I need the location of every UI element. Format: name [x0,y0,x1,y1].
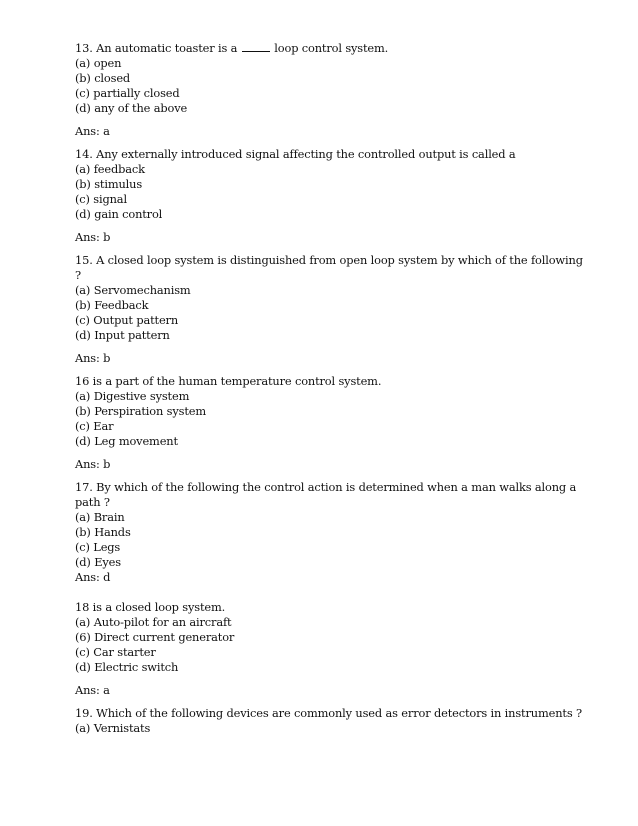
question-17-answer: Ans: d [75,570,111,584]
question-17-stem-line-1: 17. By which of the following the control action is determined when a man walks along a [75,480,577,494]
question-17-option-c: (c) Legs [75,540,121,554]
question-13-stem [75,41,595,56]
question-18-option-b: (6) Direct current generator [75,630,235,644]
question-14-option-d: (d) gain control [75,207,163,221]
question-13-option-c: (c) partially closed [75,86,180,100]
question-16-option-a: (a) Digestive system [75,389,190,403]
document-page [75,41,595,736]
question-13-option-a: (a) open [75,56,122,70]
question-18-option-a: (a) Auto-pilot for an aircraft [75,615,232,629]
question-18-option-c: (c) Car starter [75,645,156,659]
question-15-option-d: (d) Input pattern [75,328,170,342]
question-13-stem-before: 13. An automatic toaster is a [75,41,238,55]
question-15-option-a: (a) Servomechanism [75,283,191,297]
question-14-answer: Ans: b [75,230,111,244]
question-17-option-d: (d) Eyes [75,555,121,569]
question-19-stem: 19. Which of the following devices are commonly used as error detectors in instruments ? [75,706,582,720]
question-14-option-c: (c) signal [75,192,127,206]
question-15-stem-line-1: 15. A closed loop system is distinguished from open loop system by which of the following [75,253,583,267]
question-14-stem: 14. Any externally introduced signal affecting the controlled output is called a [75,147,516,161]
question-13-stem-after: loop control system. [274,41,389,55]
question-19-option-a: (a) Vernistats [75,721,151,735]
question-16-stem: 16 is a part of the human temperature control system. [75,374,382,388]
question-17-option-b: (b) Hands [75,525,131,539]
question-15-answer: Ans: b [75,351,111,365]
question-17-stem-line-2: path ? [75,495,110,509]
fill-in-blank [242,42,270,52]
question-16-option-b: (b) Perspiration system [75,404,206,418]
question-13-option-b: (b) closed [75,71,131,85]
question-13-answer: Ans: a [75,124,110,138]
question-14-option-a: (a) feedback [75,162,145,176]
question-16-option-c: (c) Ear [75,419,114,433]
question-13-option-d: (d) any of the above [75,101,188,115]
question-17-option-a: (a) Brain [75,510,125,524]
question-14-option-b: (b) stimulus [75,177,143,191]
question-15-option-b: (b) Feedback [75,298,149,312]
question-16-option-d: (d) Leg movement [75,434,178,448]
question-18-stem: 18 is a closed loop system. [75,600,226,614]
question-15-stem-line-2: ? [75,268,81,282]
question-18-answer: Ans: a [75,683,110,697]
question-18-option-d: (d) Electric switch [75,660,179,674]
question-15-option-c: (c) Output pattern [75,313,179,327]
question-16-answer: Ans: b [75,457,111,471]
